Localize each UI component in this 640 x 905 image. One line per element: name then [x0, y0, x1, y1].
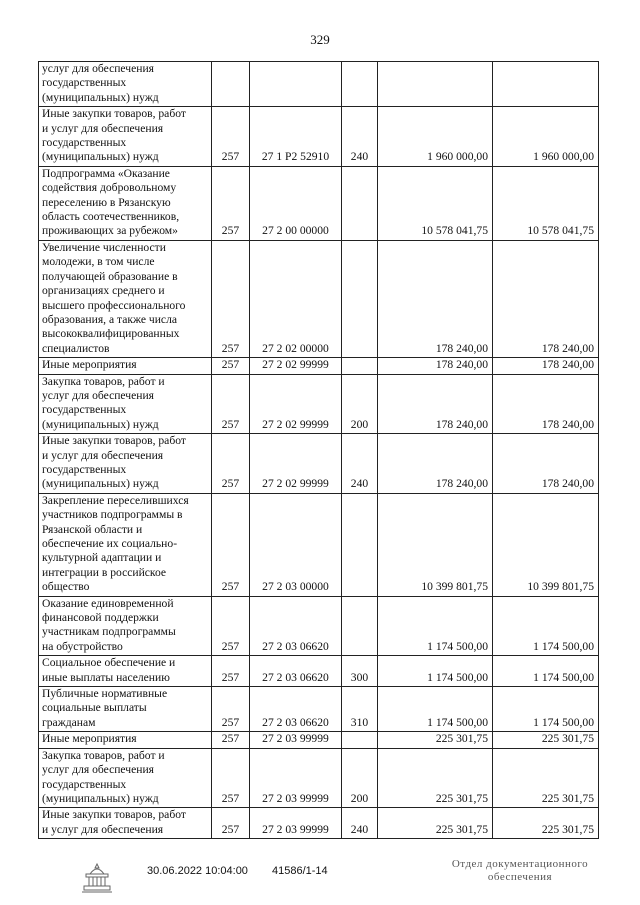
page-number: 329: [310, 32, 330, 47]
cell-expense-type: [342, 62, 378, 107]
cell-amount-2: 178 240,00: [493, 434, 599, 494]
table-row: [39, 374, 599, 434]
cell-amount-2: 225 301,75: [493, 732, 599, 748]
cell-expense-type: 240: [342, 434, 378, 494]
cell-amount-1: 178 240,00: [378, 374, 493, 434]
cell-ved-code: [212, 62, 250, 107]
cell-amount-2: 225 301,75: [493, 748, 599, 808]
cell-name: Иные закупки товаров, работ и услуг для обеспечения: [39, 808, 212, 839]
table-row: [39, 596, 599, 656]
cell-ved-code: 257: [212, 596, 250, 656]
cell-name: услуг для обеспечения государственных (муниципальных) нужд: [39, 62, 212, 107]
cell-expense-type: [342, 732, 378, 748]
cell-amount-2: 1 174 500,00: [493, 687, 599, 732]
cell-expense-type: [342, 493, 378, 596]
cell-amount-2: 1 174 500,00: [493, 656, 599, 687]
cell-expense-type: [342, 358, 378, 374]
table-row: [39, 358, 599, 374]
cell-amount-2: 1 960 000,00: [493, 107, 599, 167]
table-row: [39, 434, 599, 494]
cell-expense-type: [342, 596, 378, 656]
cell-target-article: 27 2 03 99999: [250, 808, 342, 839]
cell-expense-type: [342, 240, 378, 357]
cell-expense-type: 240: [342, 107, 378, 167]
table-row: [39, 62, 599, 107]
cell-ved-code: 257: [212, 166, 250, 240]
cell-ved-code: 257: [212, 358, 250, 374]
duma-building-icon: [80, 862, 114, 899]
cell-ved-code: 257: [212, 748, 250, 808]
cell-amount-1: 178 240,00: [378, 240, 493, 357]
stamp-line-1: Отдел документационного: [451, 858, 589, 870]
cell-amount-1: 225 301,75: [378, 808, 493, 839]
cell-target-article: 27 2 03 06620: [250, 656, 342, 687]
cell-name: Закупка товаров, работ и услуг для обеспечения государственных (муниципальных) нужд: [39, 748, 212, 808]
cell-name: Оказание единовременной финансовой поддержки участникам подпрограммы на обустройство: [39, 596, 212, 656]
cell-amount-1: 178 240,00: [378, 434, 493, 494]
cell-amount-2: 10 578 041,75: [493, 166, 599, 240]
cell-target-article: 27 2 03 06620: [250, 687, 342, 732]
table-row: [39, 808, 599, 839]
cell-amount-2: 178 240,00: [493, 358, 599, 374]
table-row: [39, 107, 599, 167]
footer: [0, 858, 640, 898]
cell-amount-1: 225 301,75: [378, 748, 493, 808]
cell-amount-2: [493, 62, 599, 107]
cell-target-article: 27 1 Р2 52910: [250, 107, 342, 167]
cell-target-article: [250, 62, 342, 107]
table-row: [39, 748, 599, 808]
cell-target-article: 27 2 02 99999: [250, 374, 342, 434]
cell-name: Закупка товаров, работ и услуг для обеспечения государственных (муниципальных) нужд: [39, 374, 212, 434]
cell-amount-1: 1 174 500,00: [378, 596, 493, 656]
table-row: [39, 656, 599, 687]
cell-amount-1: 10 399 801,75: [378, 493, 493, 596]
budget-table-body: [39, 62, 599, 839]
cell-amount-1: 10 578 041,75: [378, 166, 493, 240]
cell-amount-2: 1 174 500,00: [493, 596, 599, 656]
department-stamp: [440, 858, 600, 884]
cell-name: Публичные нормативные социальные выплаты гражданам: [39, 687, 212, 732]
registration-number: 41586/1-14: [272, 865, 328, 877]
cell-expense-type: 200: [342, 748, 378, 808]
cell-expense-type: 310: [342, 687, 378, 732]
cell-name: Иные закупки товаров, работ и услуг для обеспечения государственных (муниципальных) нужд: [39, 107, 212, 167]
cell-name: Подпрограмма «Оказание содействия добровольному переселению в Рязанскую область соотечественников, проживающих за рубежом»: [39, 166, 212, 240]
cell-amount-2: 178 240,00: [493, 374, 599, 434]
cell-ved-code: 257: [212, 493, 250, 596]
cell-amount-1: 1 960 000,00: [378, 107, 493, 167]
cell-ved-code: 257: [212, 240, 250, 357]
cell-ved-code: 257: [212, 107, 250, 167]
cell-target-article: 27 2 02 99999: [250, 358, 342, 374]
cell-name: Иные мероприятия: [39, 732, 212, 748]
cell-amount-2: 225 301,75: [493, 808, 599, 839]
table-row: [39, 732, 599, 748]
cell-amount-1: 1 174 500,00: [378, 687, 493, 732]
cell-target-article: 27 2 03 99999: [250, 748, 342, 808]
cell-ved-code: 257: [212, 374, 250, 434]
cell-target-article: 27 2 03 00000: [250, 493, 342, 596]
cell-expense-type: 300: [342, 656, 378, 687]
budget-table: [38, 61, 599, 839]
stamp-line-2: обеспечения: [487, 871, 553, 883]
cell-ved-code: 257: [212, 656, 250, 687]
registration-datetime: 30.06.2022 10:04:00: [147, 865, 248, 877]
cell-amount-1: 178 240,00: [378, 358, 493, 374]
cell-amount-1: [378, 62, 493, 107]
cell-amount-2: 10 399 801,75: [493, 493, 599, 596]
table-row: [39, 240, 599, 357]
cell-target-article: 27 2 03 99999: [250, 732, 342, 748]
cell-ved-code: 257: [212, 732, 250, 748]
cell-name: Увеличение численности молодежи, в том числе получающей образование в организациях среднего и высшего профессионального образования, а также числа высококвалифицированных специалистов: [39, 240, 212, 357]
cell-amount-2: 178 240,00: [493, 240, 599, 357]
table-row: [39, 493, 599, 596]
cell-ved-code: 257: [212, 808, 250, 839]
cell-target-article: 27 2 03 06620: [250, 596, 342, 656]
cell-expense-type: 200: [342, 374, 378, 434]
cell-target-article: 27 2 00 00000: [250, 166, 342, 240]
cell-expense-type: 240: [342, 808, 378, 839]
cell-name: Социальное обеспечение и иные выплаты населению: [39, 656, 212, 687]
table-row: [39, 166, 599, 240]
table-row: [39, 687, 599, 732]
cell-target-article: 27 2 02 00000: [250, 240, 342, 357]
cell-target-article: 27 2 02 99999: [250, 434, 342, 494]
cell-ved-code: 257: [212, 687, 250, 732]
cell-name: Иные мероприятия: [39, 358, 212, 374]
cell-expense-type: [342, 166, 378, 240]
cell-amount-1: 1 174 500,00: [378, 656, 493, 687]
cell-name: Закрепление переселившихся участников подпрограммы в Рязанской области и обеспечение их социально- культурной адаптации и интеграции в российское общество: [39, 493, 212, 596]
cell-amount-1: 225 301,75: [378, 732, 493, 748]
cell-name: Иные закупки товаров, работ и услуг для обеспечения государственных (муниципальных) нужд: [39, 434, 212, 494]
cell-ved-code: 257: [212, 434, 250, 494]
